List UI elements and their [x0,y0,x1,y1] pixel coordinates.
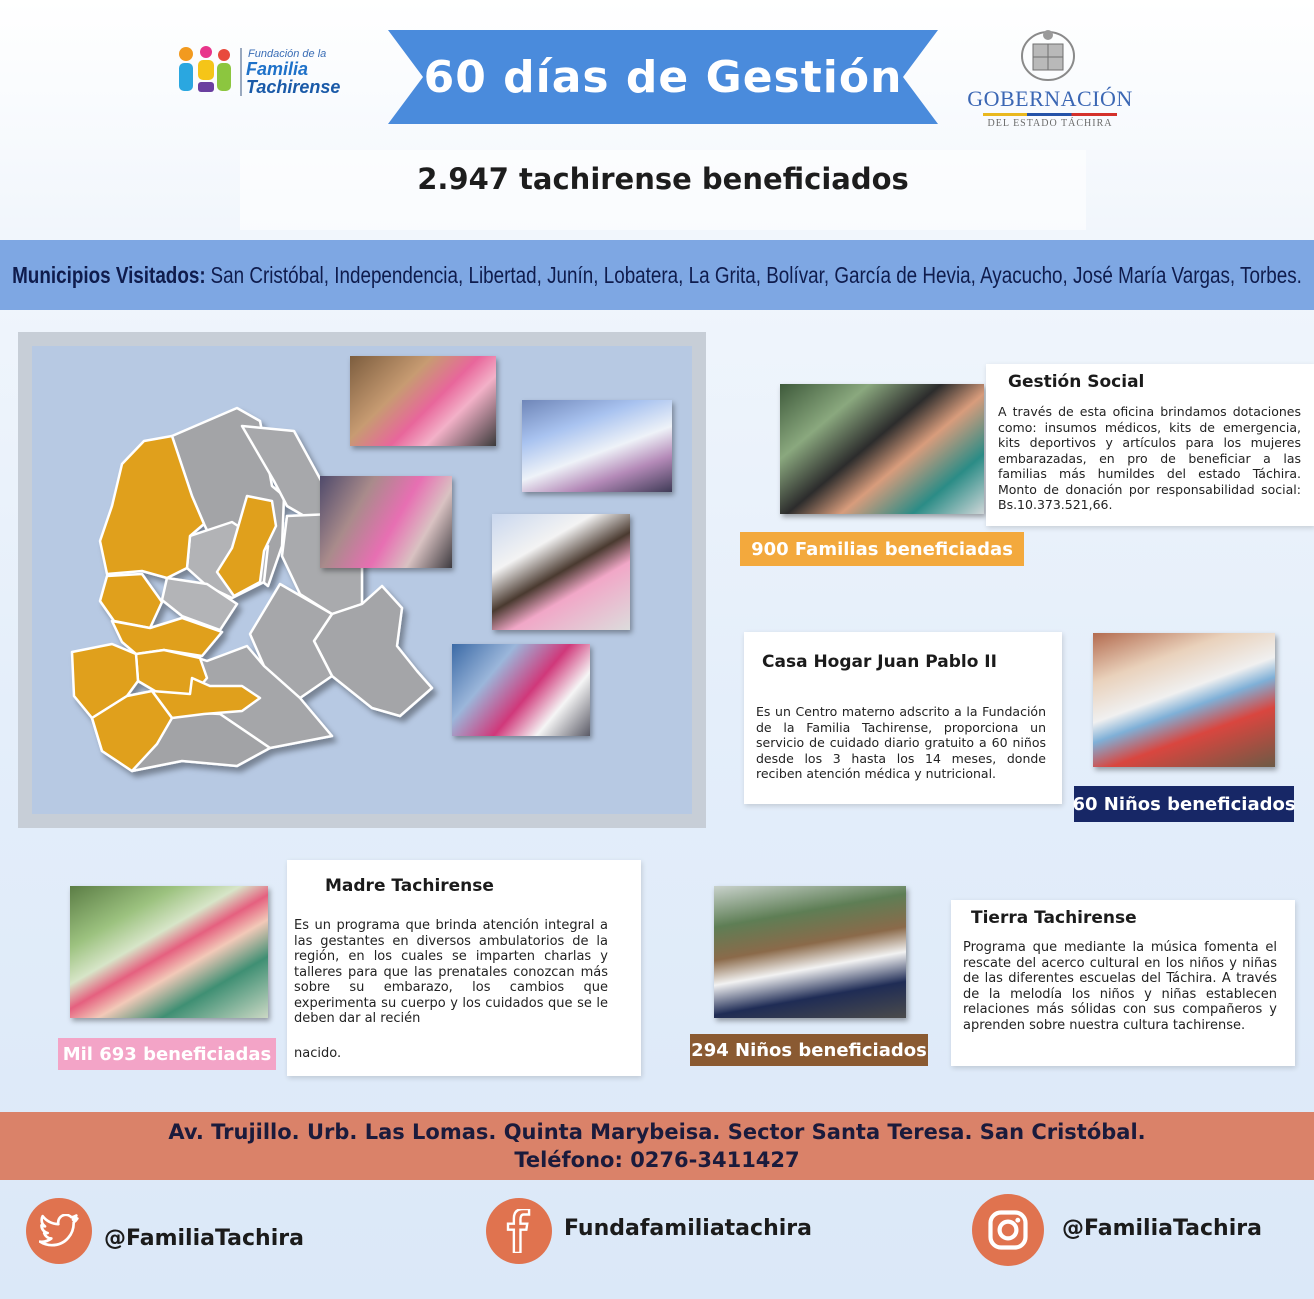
madre-badge: Mil 693 beneficiadas [58,1038,276,1070]
tierra-body: Programa que mediante la música fomenta el rescate del acerco cultural en los niños y niñas de las diferentes escuelas del Táchira. A través de la melodía los niños y niñas establecen relaciones más sólidas con sus compañeros y aprenden sobre nuestra cultura tachirense. [963,940,1277,1033]
gobernacion-logo [955,26,1145,136]
org-name-line1: Familia [246,59,309,79]
photo-donation-tub [350,356,496,446]
phone-text: Teléfono: 0276-3411427 [514,1148,800,1172]
headline-box [240,150,1086,230]
address-band [0,1112,1314,1180]
facebook-icon[interactable] [486,1198,552,1264]
photo-gift-delivery [452,644,590,736]
madre-body-end: nacido. [294,1046,342,1061]
org-small-text: Fundación de la [248,48,327,60]
tierra-badge: 294 Niños beneficiados [690,1034,928,1066]
municipios-label: Municipios Visitados: [12,261,206,288]
photo-tierra [714,886,906,1018]
photo-gestion-social [780,384,984,514]
twitter-icon[interactable] [26,1198,92,1264]
gobernacion-subtitle: DEL ESTADO TÁCHIRA [987,118,1113,129]
headline-text: 2.947 tachirense beneficiados [417,162,909,196]
madre-title: Madre Tachirense [325,876,494,896]
photo-casa-hogar [1093,633,1275,767]
municipios-band [0,240,1314,310]
twitter-handle[interactable]: @FamiliaTachira [104,1226,304,1251]
gestion-social-card [986,364,1314,526]
photo-strollers [522,400,672,492]
casa-hogar-badge: 60 Niños beneficiados [1074,786,1294,822]
gestion-social-title: Gestión Social [1008,372,1145,392]
instagram-handle[interactable]: @FamiliaTachira [1062,1216,1262,1241]
fundacion-logo [170,40,360,110]
ribbon-title: 60 días de Gestión [423,51,903,103]
gobernacion-title: GOBERNACIÓN [967,86,1133,111]
family-logo-icon [176,44,234,98]
casa-hogar-card [744,632,1062,804]
casa-hogar-body: Es un Centro materno adscrito a la Fundación de la Familia Tachirense, proporciona un servicio de cuidado diario gratuito a 60 niños desde los 3 hasta los 14 meses, donde reciben atención médica y nutricional. [756,704,1046,781]
map-panel [18,332,706,828]
map-region-visited [100,574,162,628]
org-name-line2: Tachirense [246,77,341,97]
gestion-social-badge: 900 Familias beneficiadas [740,532,1024,566]
facebook-page[interactable]: Fundafamiliatachira [564,1216,812,1241]
madre-card [287,860,641,1076]
madre-body: Es un programa que brinda atención integral a las gestantes en diversos ambulatorios de la región, en los cuales se imparten charlas y talleres para que las prenatales conozcan más sobre su embarazo, los cambios que experimenta su cuerpo y los cuidados que se le deben dar al recién [294,918,608,1026]
photo-event-crowd [320,476,452,568]
address-text: Av. Trujillo. Urb. Las Lomas. Quinta Marybeisa. Sector Santa Teresa. San Cristóbal. [168,1120,1146,1144]
municipios-list: San Cristóbal, Independencia, Libertad, Junín, Lobatera, La Grita, Bolívar, García de Hevia, Ayacucho, José María Vargas, Torbes. [210,261,1302,288]
coat-of-arms-icon [1017,26,1079,84]
photo-madre [70,886,268,1018]
title-ribbon [388,30,938,124]
gestion-social-body: A través de esta oficina brindamos dotaciones como: insumos médicos, kits de emergencia, kits deportivos y artículos para los mujeres embarazadas, en pro de beneficiar a las familias más humildes del estado Táchira. Monto de donación por responsabilidad social: Bs.10.373.521,66. [998,404,1301,512]
photo-three-women [492,514,630,630]
tierra-card [951,900,1295,1066]
instagram-icon[interactable] [972,1194,1044,1266]
tierra-title: Tierra Tachirense [971,908,1137,928]
casa-hogar-title: Casa Hogar Juan Pablo II [762,652,997,672]
